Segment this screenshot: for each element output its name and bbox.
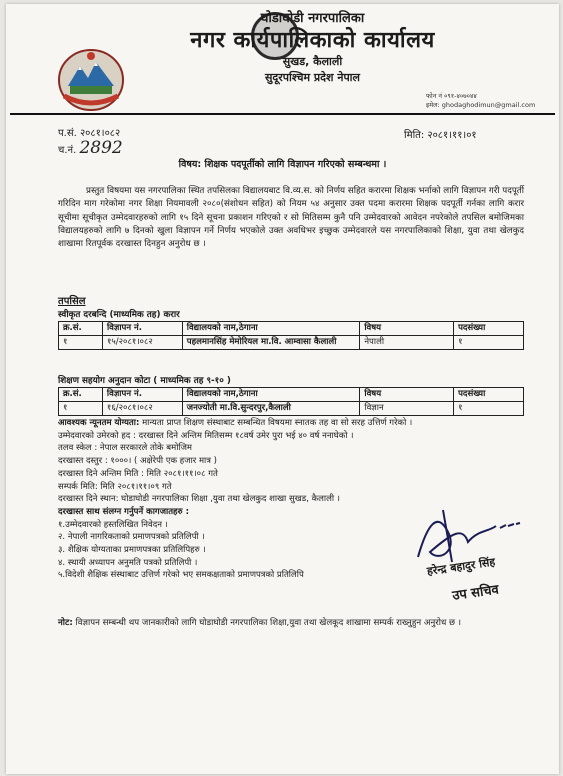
document-item: २. नेपाली नागरिकताको प्रमाणपत्रको प्रतिलिपी । bbox=[58, 532, 205, 543]
chalani-number bbox=[58, 138, 123, 158]
vacancy-table-1 bbox=[58, 321, 524, 350]
note-text: विज्ञापन सम्बन्धी थप जानकारीको लागि घोडाघोडी नगरपालिका शिक्षा,युवा तथा खेलकूद शाखामा सम्पर्क राख्नुहुन अनुरोध छ । bbox=[72, 618, 461, 628]
table-header: विज्ञापन नं. bbox=[102, 322, 182, 336]
age-limit-line: उम्मेदवारको उमेरको हद : दरखास्त दिने अन्तिम मितिसम्म १८वर्ष उमेर पुरा भई ४० वर्ष ननाघेको । bbox=[58, 430, 354, 441]
qualification-label: आवश्यक न्यूनतम योग्यता: bbox=[58, 418, 140, 428]
subject-line: विषय: शिक्षक पदपूर्तीको लागि विज्ञापन गरिएको सम्बन्धमा । bbox=[178, 159, 387, 170]
letter-date: मिति: २०८१।११।०१ bbox=[404, 130, 477, 141]
province-name: सुदूरपश्चिम प्रदेश नेपाल bbox=[264, 71, 360, 84]
table-cell: १५/२०८१।०८२ bbox=[102, 336, 182, 350]
table-cell: १ bbox=[59, 402, 103, 416]
header-divider bbox=[10, 113, 555, 115]
table-header-row bbox=[59, 322, 524, 336]
tapsil-heading: तपसिल bbox=[58, 296, 86, 307]
municipality-name: घोडाघोडी नगरपालिका bbox=[260, 11, 365, 26]
documents-title: दरखास्त साथ संलग्न गर्नुपर्ने कागजातहरु : bbox=[58, 506, 190, 517]
table-header: पदसंख्या bbox=[454, 388, 524, 402]
table-cell: १ bbox=[454, 336, 524, 350]
table-cell: १६/२०८१।०८२ bbox=[102, 402, 182, 416]
document-item: १.उम्मेदवारको हस्तलिखित निवेदन । bbox=[58, 519, 168, 530]
table-header: पदसंख्या bbox=[454, 322, 524, 336]
qualification-text: मान्यता प्राप्त शिक्षण संस्थाबाट सम्बन्धित विषयमा स्नातक तह वा सो सरह उत्तिर्ण गरेको । bbox=[142, 418, 413, 428]
table-row bbox=[59, 336, 524, 350]
table-header: विद्यालयको नाम,ठेगाना bbox=[182, 388, 360, 402]
email-text: इमेल: ghodaghodimun@gmail.com bbox=[426, 101, 536, 109]
table-cell: जनज्योती मा.वि.सुन्दरपुर,कैलाली bbox=[182, 402, 360, 416]
signatory-title: उप सचिव bbox=[451, 582, 500, 604]
patra-sankhya: प.सं. २०८१।०८२ bbox=[58, 128, 121, 139]
section1-title: स्वीकृत दरबन्दि (माध्यमिक तह) करार bbox=[58, 310, 180, 320]
contact-date-line: सम्पर्क मिति: मिति २०८१।११।०९ गते bbox=[58, 481, 172, 492]
document-item: ५.विदेशी शैक्षिक संस्थाबाट उत्तिर्ण गरेको भए समकक्षताको प्रमाणपत्रको प्रतिलिपि bbox=[58, 570, 304, 581]
phone-text: फोन नं ०९१-४०७०४४ bbox=[426, 92, 477, 100]
table-header: विद्यालयको नाम,ठेगाना bbox=[182, 322, 360, 336]
section2-title: शिक्षण सहयोग अनुदान कोटा ( माध्यमिक तह ९-१० ) bbox=[58, 376, 231, 386]
document-item: ४. स्थायी अध्यापन अनुमति पत्रको प्रतिलिपी । bbox=[58, 557, 198, 568]
table-header: विषय bbox=[360, 388, 454, 402]
table-row bbox=[59, 402, 524, 416]
note-block bbox=[58, 617, 524, 630]
chalani-value: 2892 bbox=[79, 138, 123, 158]
table-header-row bbox=[59, 388, 524, 402]
table-cell: १ bbox=[59, 336, 103, 350]
letter-page bbox=[6, 4, 559, 774]
document-item: ३. शैक्षिक योग्यताका प्रमाणपत्रका प्रतिलिपिहरु । bbox=[58, 545, 206, 556]
table-header: विषय bbox=[360, 322, 454, 336]
vacancy-table-2 bbox=[58, 387, 524, 416]
note-label: नोट: bbox=[58, 618, 73, 628]
table-cell: पहलमानसिंह मेमोरियल मा.वि. आम्वासा कैलाली bbox=[182, 336, 360, 350]
office-name: नगर कार्यपालिकाको कार्यालय bbox=[190, 28, 435, 53]
table-header: विज्ञापन नं. bbox=[102, 388, 182, 402]
table-header: क्र.सं. bbox=[59, 388, 103, 402]
table-cell: विज्ञान bbox=[360, 402, 454, 416]
reference-block bbox=[58, 127, 123, 158]
office-location: सुखड, कैलाली bbox=[282, 55, 343, 68]
salary-line: तलव स्केल : नेपाल सरकारले तोके बमोजिम bbox=[58, 443, 193, 454]
table-header: क्र.सं. bbox=[59, 322, 103, 336]
fee-line: दरखास्त दस्तुर : १०००। ( अक्षेरेपी एक हजार मात्र ) bbox=[58, 456, 217, 467]
contact-info bbox=[426, 92, 535, 110]
location-line: दरखास्त दिने स्थान: घोडाघोडी नगरपालिका शिक्षा ,युवा तथा खेलकुद शाखा सुखड, कैलाली । bbox=[58, 494, 340, 505]
table-cell: नेपाली bbox=[360, 336, 454, 350]
qualification-line bbox=[58, 417, 528, 429]
body-paragraph: प्रस्तुत विषयमा यस नगरपालिका स्थित तपसिलका विद्यालयबाट वि.व्य.स. को निर्णय सहित करारमा शिक्षक भर्नाको लागि विज्ञापन गरी पदपूर्ती गरिदिन माग गरेकोमा नगर शिक्षा नियमावली २०८०(संशोधन सहित) को नियम ५४ अनुसार उक्त पदमा करारमा शिक्षक पदपूर्ती गर्नका लागि करार सूचीमा सूचीकृत उम्मेदवारहरुको लागि १५ दिने सूचना प्रकाशन गरिएको र सो मितिसम्म कुनै पनि उम्मेदवारको आवेदन नपरेकोले तपसिल बमोजिमका विद्यालयहरुको लागि ७ दिनको खुला विज्ञापन गर्ने निर्णय भएकोले उक्त अवधिभर इच्छुक उम्मेदवारले यस नगरपालिकाको शिक्षा, युवा तथा खेलकुद शाखामा रितपूर्वक दरखास्त दिनहुन अनुरोध छ । bbox=[58, 186, 524, 250]
signatory-name: हरेन्द्र बहादुर सिंह bbox=[426, 555, 496, 578]
chalani-label: च.नं. bbox=[58, 145, 77, 156]
deadline-line: दरखास्त दिने अन्तिम मिति : मिति २०८१।११।०८ गते bbox=[58, 468, 218, 479]
table-cell: १ bbox=[454, 402, 524, 416]
